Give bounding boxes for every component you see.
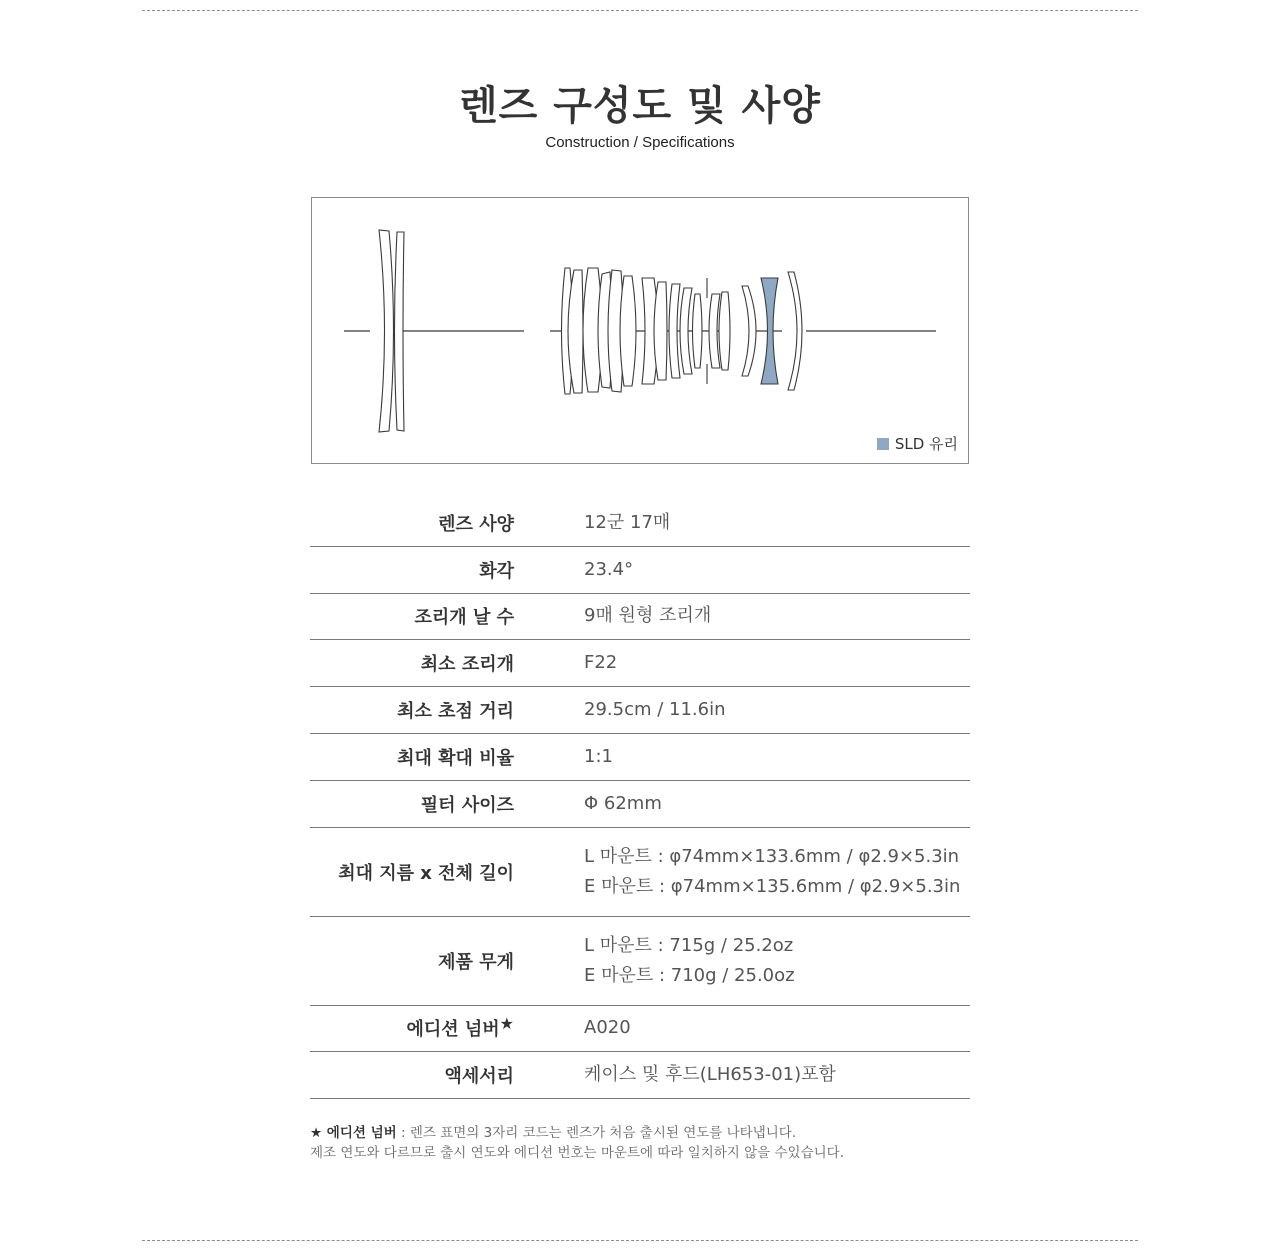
legend-label: SLD 유리 <box>894 435 958 453</box>
edition-number-footnote <box>310 1123 844 1163</box>
lens-element <box>719 292 730 370</box>
spec-value: 케이스 및 후드(LH653-01)포함 <box>584 1064 836 1086</box>
lens-element <box>620 276 636 386</box>
spec-value-line: L 마운트 : 715g / 25.2oz <box>584 934 794 956</box>
page-subtitle: Construction / Specifications <box>545 134 735 151</box>
table-row <box>310 687 970 734</box>
table-row <box>310 594 970 641</box>
lens-element <box>788 272 802 390</box>
table-row <box>310 640 970 687</box>
spec-value: 23.4° <box>584 558 634 580</box>
spec-label: 최대 확대 비율 <box>397 747 514 769</box>
spec-label: 최소 조리개 <box>420 654 514 676</box>
table-row <box>310 917 970 1006</box>
specifications-table <box>310 500 970 1099</box>
spec-label <box>310 1015 514 1041</box>
table-row <box>310 547 970 594</box>
star-icon: ★ <box>499 1014 514 1034</box>
bottom-dashed-divider <box>142 1240 1138 1241</box>
spec-value-line: E 마운트 : φ74mm×135.6mm / φ2.9×5.3in <box>584 875 961 897</box>
spec-value: 12군 17매 <box>584 511 671 533</box>
spec-label: 필터 사이즈 <box>420 794 514 816</box>
footnote-line: 제조 연도와 다르므로 출시 연도와 에디션 번호는 마운트에 따라 일치하지 않을 수있습니다. <box>310 1145 845 1161</box>
spec-label: 최소 초점 거리 <box>397 701 514 723</box>
footnote-text: : 렌즈 표면의 3자리 코드는 렌즈가 처음 출시된 연도를 나타냅니다. <box>396 1125 797 1141</box>
table-row <box>310 828 970 917</box>
spec-label: 최대 지름 x 전체 길이 <box>338 862 514 884</box>
lens-element <box>742 286 756 376</box>
table-row <box>310 734 970 781</box>
page-title: 렌즈 구성도 및 사양 <box>459 83 821 129</box>
lens-construction-diagram <box>311 197 969 464</box>
lens-diagram-svg <box>312 198 968 463</box>
lens-element <box>379 230 394 432</box>
spec-value: 9매 원형 조리개 <box>584 605 712 627</box>
table-row <box>310 500 970 547</box>
table-row <box>310 1052 970 1099</box>
spec-value: 29.5cm / 11.6in <box>584 699 726 721</box>
spec-value <box>584 842 960 902</box>
spec-label: 조리개 날 수 <box>414 607 514 629</box>
spec-value: Φ 62mm <box>584 792 662 814</box>
spec-value <box>584 931 795 991</box>
top-dashed-divider <box>142 10 1138 11</box>
table-row <box>310 781 970 828</box>
spec-label: 화각 <box>479 560 514 582</box>
spec-value: 1:1 <box>584 745 613 767</box>
lens-element <box>395 232 405 431</box>
lens-element <box>693 294 703 368</box>
spec-value-line: L 마운트 : φ74mm×133.6mm / φ2.9×5.3in <box>584 845 960 867</box>
spec-label-text: 에디션 넘버 <box>406 1019 500 1041</box>
spec-value-line: E 마운트 : 710g / 25.0oz <box>584 964 795 986</box>
spec-label: 액세서리 <box>444 1066 514 1088</box>
spec-label: 렌즈 사양 <box>438 513 514 535</box>
spec-label: 제품 무게 <box>438 951 514 973</box>
table-row <box>310 1006 970 1053</box>
diagram-legend <box>877 433 958 454</box>
sld-swatch <box>877 438 889 450</box>
footnote-line <box>310 1123 844 1143</box>
spec-value: F22 <box>584 652 618 674</box>
lens-element <box>654 282 667 380</box>
spec-value: A020 <box>584 1017 631 1039</box>
footnote-mark: ★ 에디션 넘버 <box>310 1125 397 1141</box>
